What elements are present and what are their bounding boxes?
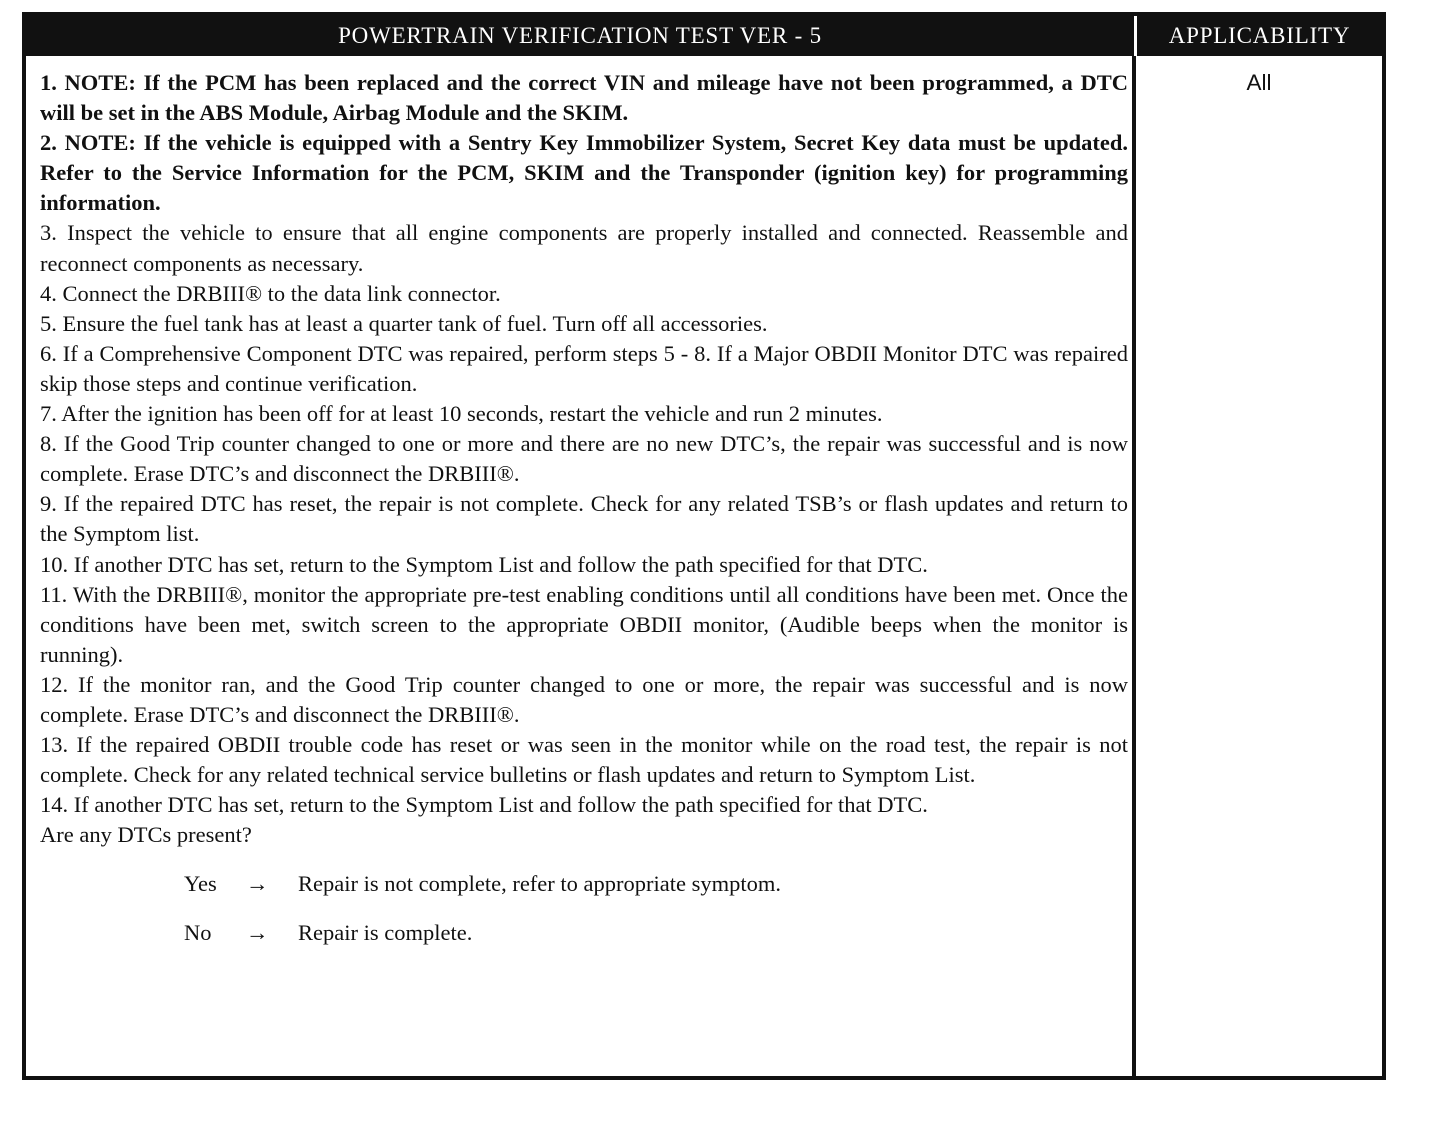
answer-key: Yes — [184, 871, 217, 897]
step-1: 1. NOTE: If the PCM has been replaced and the correct VIN and mileage have not been programmed, a DTC will be set in the ABS Module, Airbag Module and the SKIM. — [40, 70, 1128, 126]
answer-result: Repair is complete. — [298, 920, 473, 946]
test-title: POWERTRAIN VERIFICATION TEST VER - 5 — [338, 23, 822, 48]
answer-key: No — [184, 920, 212, 946]
step-8: 8. If the Good Trip counter changed to one or more and there are no new DTC’s, the repair was successful and is now complete. Erase DTC’s and disconnect the DRBIII®. — [40, 431, 1128, 487]
applicability-value: All — [1246, 70, 1272, 95]
step-4: 4. Connect the DRBIII® to the data link connector. — [40, 280, 501, 306]
procedure-cell — [40, 68, 1128, 967]
step-13: 13. If the repaired OBDII trouble code has reset or was seen in the monitor while on the road test, the repair is not complete. Check for any related technical service bulletins or flash updates and return to Symptom List. — [40, 732, 1128, 788]
right-arrow-icon: → — [246, 871, 269, 897]
step-12: 12. If the monitor ran, and the Good Trip counter changed to one or more, the repair was successful and is now complete. Erase DTC’s and disconnect the DRBIII®. — [40, 671, 1128, 727]
answer-result: Repair is not complete, refer to appropriate symptom. — [298, 871, 781, 897]
step-6: 6. If a Comprehensive Component DTC was repaired, perform steps 5 - 8. If a Major OBDII Monitor DTC was repaired skip those steps and continue verification. — [40, 340, 1128, 396]
step-10: 10. If another DTC has set, return to the Symptom List and follow the path specified for that DTC. — [40, 551, 928, 577]
verification-test-table — [22, 12, 1386, 1080]
step-3: 3. Inspect the vehicle to ensure that all engine components are properly installed and connected. Reassemble and reconnect components as necessary. — [40, 220, 1128, 276]
right-arrow-icon: → — [246, 920, 269, 946]
answer-yes — [40, 869, 1128, 918]
question-text: Are any DTCs present? — [40, 822, 252, 848]
answer-list — [40, 869, 1128, 967]
step-14: 14. If another DTC has set, return to the Symptom List and follow the path specified for that DTC. — [40, 792, 928, 818]
applicability-header: APPLICABILITY — [1134, 16, 1382, 56]
step-list — [40, 68, 1128, 820]
table-header — [26, 16, 1382, 56]
step-9: 9. If the repaired DTC has reset, the repair is not complete. Check for any related TSB’s or flash updates and return to the Symptom list. — [40, 491, 1128, 547]
column-divider — [1132, 56, 1136, 1080]
step-5: 5. Ensure the fuel tank has at least a quarter tank of fuel. Turn off all accessories. — [40, 310, 768, 336]
step-7: 7. After the ignition has been off for at least 10 seconds, restart the vehicle and run 2 minutes. — [40, 401, 883, 427]
answer-no — [40, 918, 1128, 967]
step-11: 11. With the DRBIII®, monitor the appropriate pre-test enabling conditions until all conditions have been met. Once the conditions have been met, switch screen to the appropriate OBDII monitor, (Audible beeps when the monitor is running). — [40, 581, 1128, 667]
step-2: 2. NOTE: If the vehicle is equipped with a Sentry Key Immobilizer System, Secret Key data must be updated. Refer to the Service Information for the PCM, SKIM and the Transponder (ignition key) for programming information. — [40, 130, 1128, 216]
